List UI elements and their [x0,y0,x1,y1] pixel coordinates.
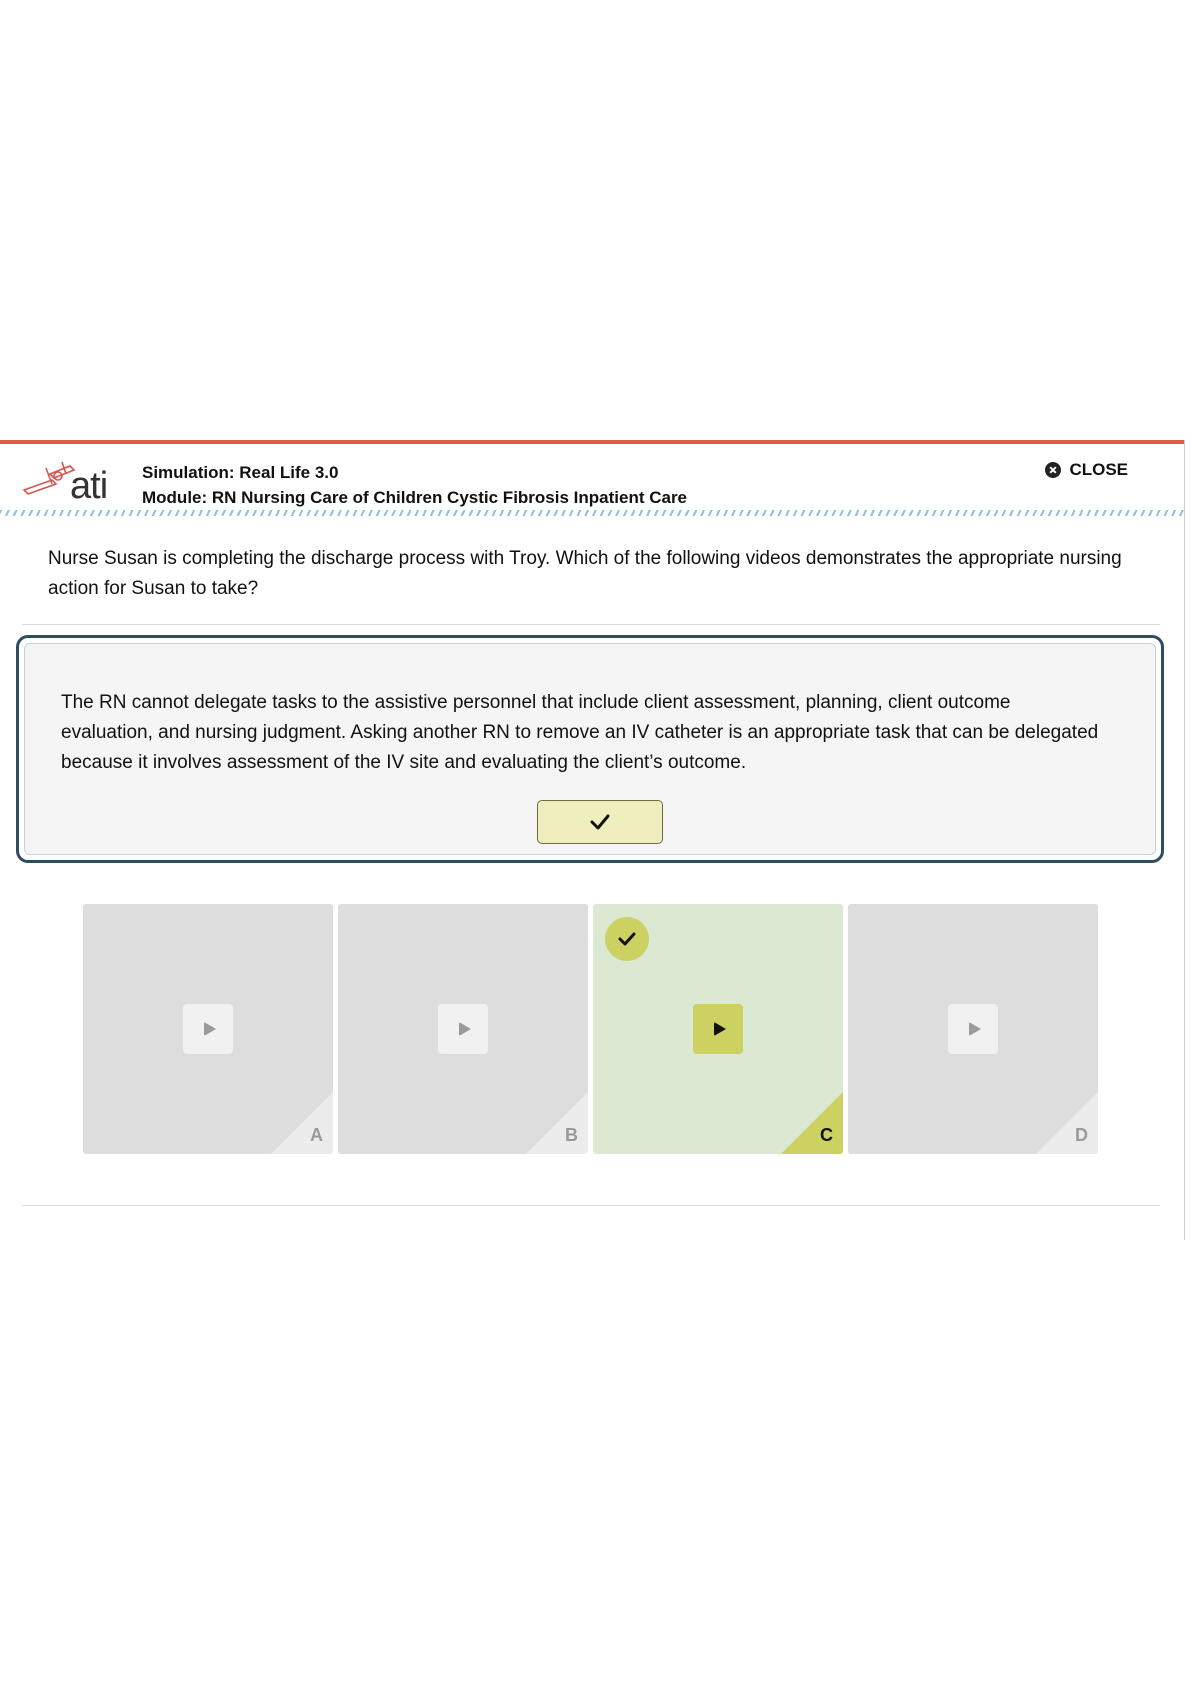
logo-text: ati [70,465,108,507]
play-button[interactable] [693,1004,743,1054]
play-button[interactable] [183,1004,233,1054]
divider [22,624,1160,625]
selected-check-badge [605,917,649,961]
simulation-title: Simulation: Real Life 3.0 [142,463,339,482]
corner-tab [1036,1092,1098,1154]
feedback-box [16,635,1164,863]
question-text: Nurse Susan is completing the discharge process with Troy. Which of the following videos demonstrates the appropriate nursing action for Susan to take? [48,548,1122,599]
checkmark-icon [617,931,637,947]
simulation-panel [0,440,1185,1240]
feedback-text: The RN cannot delegate tasks to the assistive personnel that include client assessment, planning, client outcome evaluation, and nursing judgment. Asking another RN to remove an IV catheter is an appropriate task that can be delegated because it involves assessment of the IV site and evaluating the client’s outcome. [61,692,1099,773]
module-title: Module: RN Nursing Care of Children Cystic Fibrosis Inpatient Care [142,488,688,507]
choice-letter: C [820,1125,833,1145]
header-titles [142,460,687,510]
ati-logo [22,454,122,510]
choice-letter: A [310,1125,323,1145]
choice-letter: D [1075,1125,1088,1145]
divider [22,1205,1160,1206]
dashed-divider [0,510,1184,516]
video-choice-a[interactable] [83,904,333,1154]
checkmark-icon [589,813,611,831]
play-icon [714,1022,726,1036]
play-icon [459,1022,471,1036]
header [0,444,1184,512]
confirm-button[interactable] [537,800,663,844]
corner-tab [271,1092,333,1154]
corner-tab [781,1092,843,1154]
close-icon [1045,462,1061,478]
video-choice-d[interactable] [848,904,1098,1154]
play-button[interactable] [948,1004,998,1054]
video-choices [83,904,1099,1154]
play-icon [969,1022,981,1036]
feedback-inner [24,643,1156,855]
play-button[interactable] [438,1004,488,1054]
close-label: CLOSE [1069,460,1128,479]
choice-letter: B [565,1125,578,1145]
video-choice-c[interactable] [593,904,843,1154]
video-choice-b[interactable] [338,904,588,1154]
close-button[interactable] [1045,460,1128,480]
play-icon [204,1022,216,1036]
corner-tab [526,1092,588,1154]
